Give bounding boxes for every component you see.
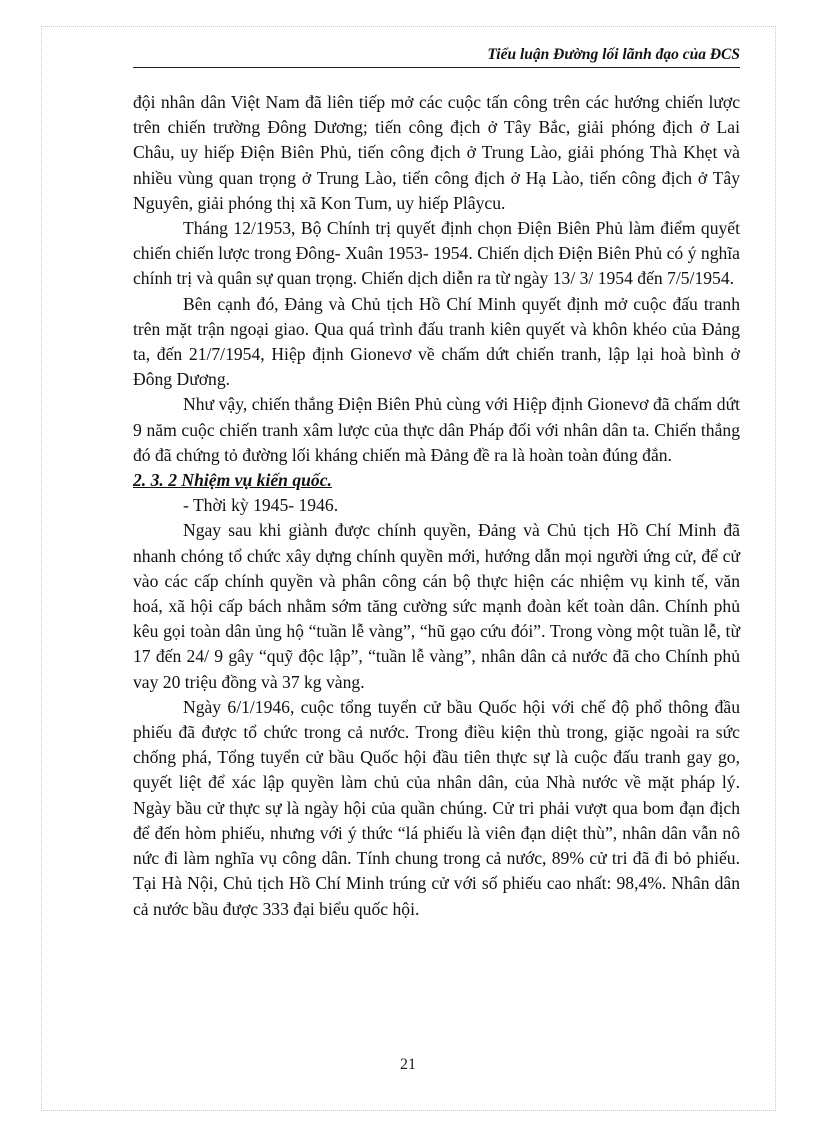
paragraph: Bên cạnh đó, Đảng và Chủ tịch Hồ Chí Minh quyết định mở cuộc đấu tranh trên mặt trận ngoại giao. Qua quá trình đấu tranh kiên quyết và khôn khéo của Đảng ta, đến 21/7/1954, Hiệp định Gionevơ về chấm dứt chiến tranh, lập lại hoà bình ở Đông Dương.	[133, 293, 740, 390]
page-frame-left	[41, 26, 42, 1111]
section-heading: 2. 3. 2 Nhiệm vụ kiến quốc.	[133, 470, 332, 491]
page-frame-right	[775, 26, 776, 1111]
paragraph-continued: đội nhân dân Việt Nam đã liên tiếp mở các cuộc tấn công trên các hướng chiến lược trên chiến trường Đông Dương; tiến công địch ở Tây Bắc, giải phóng địch ở Lai Châu, uy hiếp Điện Biên Phủ, tiến công địch ở Trung Lào, giải phóng Thà Khẹt và nhiều vùng quan trọng ở Trung Lào, tiến công địch ở Hạ Lào, tiến công địch ở Tây Nguyên, giải phóng thị xã Kon Tum, uy hiếp Plâycu.	[133, 92, 740, 213]
page-number: 21	[400, 1056, 416, 1073]
paragraph: Tháng 12/1953, Bộ Chính trị quyết định chọn Điện Biên Phủ làm điểm quyết chiến chiến lược trong Đông- Xuân 1953- 1954. Chiến dịch Điện Biên Phủ có ý nghĩa chính trị và quân sự quan trọng. Chiến dịch diễn ra từ ngày 13/ 3/ 1954 đến 7/5/1954.	[133, 218, 740, 289]
paragraph: Ngày 6/1/1946, cuộc tổng tuyển cử bầu Quốc hội với chế độ phổ thông đầu phiếu đã được tổ chức trong cả nước. Trong điều kiện thù trong, giặc ngoài ra sức chống phá, Tổng tuyển cử bầu Quốc hội đầu tiên thực sự là cuộc đấu tranh gay go, quyết liệt để xác lập quyền làm chủ của nhân dân, của Nhà nước về mặt pháp lý. Ngày bầu cử thực sự là ngày hội của quần chúng. Cử tri phải vượt qua bom đạn địch để đến hòm phiếu, nhưng với ý thức “lá phiếu là viên đạn diệt thù”, nhân dân vẫn nô nức đi làm nghĩa vụ công dân. Tính chung trong cả nước, 89% cử tri đã đi bỏ phiếu. Tại Hà Nội, Chủ tịch Hồ Chí Minh trúng cử với số phiếu cao nhất: 98,4%. Nhân dân cả nước bầu được 333 đại biểu quốc hội.	[133, 696, 740, 919]
paragraph: Như vậy, chiến thắng Điện Biên Phủ cùng với Hiệp định Gionevơ đã chấm dứt 9 năm cuộc chiến tranh xâm lược của thực dân Pháp đối với nhân dân ta. Chiến thắng đó đã chứng tỏ đường lối kháng chiến mà Đảng đề ra là hoàn toàn đúng đắn.	[133, 394, 740, 465]
document-body	[133, 90, 740, 922]
running-header: Tiểu luận Đường lối lãnh đạo của ĐCS	[487, 46, 740, 63]
header-rule	[133, 67, 740, 68]
subheading: - Thời kỳ 1945- 1946.	[183, 495, 339, 516]
paragraph: Ngay sau khi giành được chính quyền, Đảng và Chủ tịch Hồ Chí Minh đã nhanh chóng tổ chức xây dựng chính quyền mới, hướng dẫn mọi người ứng cử, để cử vào các cấp chính quyền và phân công cán bộ thực hiện các nhiệm vụ kinh tế, văn hoá, xã hội cấp bách nhằm sớm tăng cường sức mạnh đoàn kết toàn dân. Chính phủ kêu gọi toàn dân ủng hộ “tuần lễ vàng”, “hũ gạo cứu đói”. Trong vòng một tuần lễ, từ 17 đến 24/ 9 gây “quỹ độc lập”, “tuần lễ vàng”, nhân dân cả nước đã cho Chính phủ vay 20 triệu đồng và 37 kg vàng.	[133, 520, 740, 692]
